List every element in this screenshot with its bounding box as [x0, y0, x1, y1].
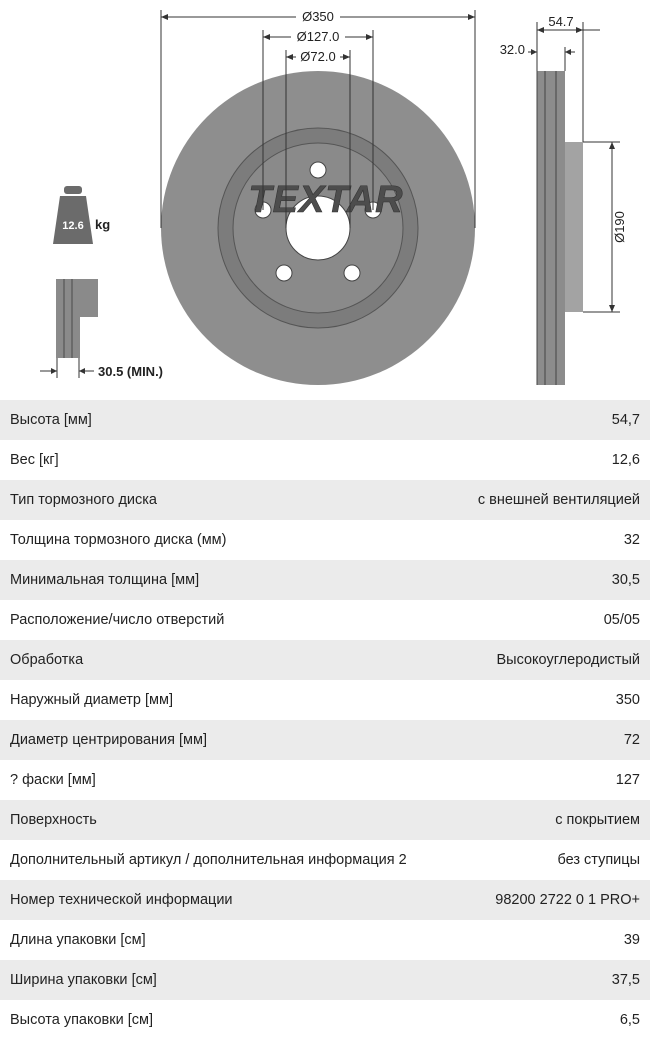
- center-bore-label: Ø72.0: [300, 49, 336, 64]
- min-thickness-section: [40, 279, 98, 378]
- spec-value: 12,6: [611, 452, 640, 468]
- spec-row: [0, 720, 650, 760]
- spec-row: [0, 600, 650, 640]
- spec-row: [0, 760, 650, 800]
- hat-diameter-label: Ø190: [612, 211, 627, 243]
- spec-value: 98200 2722 0 1 PRO+: [495, 892, 640, 908]
- specs-table: [0, 400, 650, 1040]
- spec-value: 6,5: [619, 1012, 640, 1028]
- spec-label: Ширина упаковки [см]: [10, 972, 157, 988]
- spec-row: [0, 440, 650, 480]
- spec-value: Высокоуглеродистый: [496, 652, 640, 668]
- spec-label: Расположение/число отверстий: [10, 612, 225, 628]
- weight-value: 12.6: [62, 220, 84, 232]
- spec-label: Высота [мм]: [10, 412, 92, 428]
- disc-front-view: [161, 71, 475, 385]
- spec-value: 127: [615, 772, 640, 788]
- spec-row: [0, 880, 650, 920]
- bolt-circle-label: Ø127.0: [296, 29, 340, 44]
- spec-row: [0, 400, 650, 440]
- spec-value: с внешней вентиляцией: [477, 492, 640, 508]
- height-label: 54.7: [548, 14, 574, 29]
- spec-label: Наружный диаметр [мм]: [10, 692, 174, 708]
- outer-diameter-label: Ø350: [302, 9, 334, 24]
- spec-row: [0, 520, 650, 560]
- spec-value: 72: [623, 732, 640, 748]
- spec-value: 32: [623, 532, 640, 548]
- spec-row: [0, 1000, 650, 1040]
- spec-row: [0, 920, 650, 960]
- weight-icon: [53, 186, 93, 244]
- spec-value: 39: [623, 932, 640, 948]
- spec-label: ? фаски [мм]: [10, 772, 96, 788]
- spec-value: 37,5: [611, 972, 640, 988]
- thickness-label: 32.0: [499, 42, 525, 57]
- spec-row: [0, 560, 650, 600]
- bolt-hole: [344, 265, 360, 281]
- spec-value: 30,5: [611, 572, 640, 588]
- spec-value: 54,7: [611, 412, 640, 428]
- brake-disc-drawing: [0, 0, 650, 400]
- spec-label: Длина упаковки [см]: [10, 932, 146, 948]
- spec-value: с покрытием: [555, 812, 640, 828]
- spec-row: [0, 960, 650, 1000]
- spec-label: Поверхность: [10, 812, 97, 828]
- spec-label: Минимальная толщина [мм]: [10, 572, 200, 588]
- spec-value: без ступицы: [557, 852, 640, 868]
- spec-label: Тип тормозного диска: [10, 492, 157, 508]
- spec-label: Диаметр центрирования [мм]: [10, 732, 208, 748]
- disc-side-view: [537, 71, 583, 385]
- min-thickness-label: 30.5 (MIN.): [98, 364, 164, 379]
- brand-logo: TEXTAR: [248, 179, 404, 221]
- spec-label: Номер технической информации: [10, 892, 233, 908]
- bolt-hole: [276, 265, 292, 281]
- spec-label: Вес [кг]: [10, 452, 59, 468]
- bolt-hole: [310, 162, 326, 178]
- spec-label: Дополнительный артикул / дополнительная информация 2: [10, 852, 407, 868]
- spec-label: Высота упаковки [см]: [10, 1012, 154, 1028]
- spec-label: Обработка: [10, 652, 84, 668]
- spec-row: [0, 480, 650, 520]
- spec-value: 05/05: [603, 612, 640, 628]
- spec-row: [0, 680, 650, 720]
- weight-unit: kg: [95, 217, 111, 232]
- spec-row: [0, 640, 650, 680]
- spec-value: 350: [615, 692, 640, 708]
- spec-row: [0, 800, 650, 840]
- spec-row: [0, 840, 650, 880]
- spec-label: Толщина тормозного диска (мм): [10, 532, 227, 548]
